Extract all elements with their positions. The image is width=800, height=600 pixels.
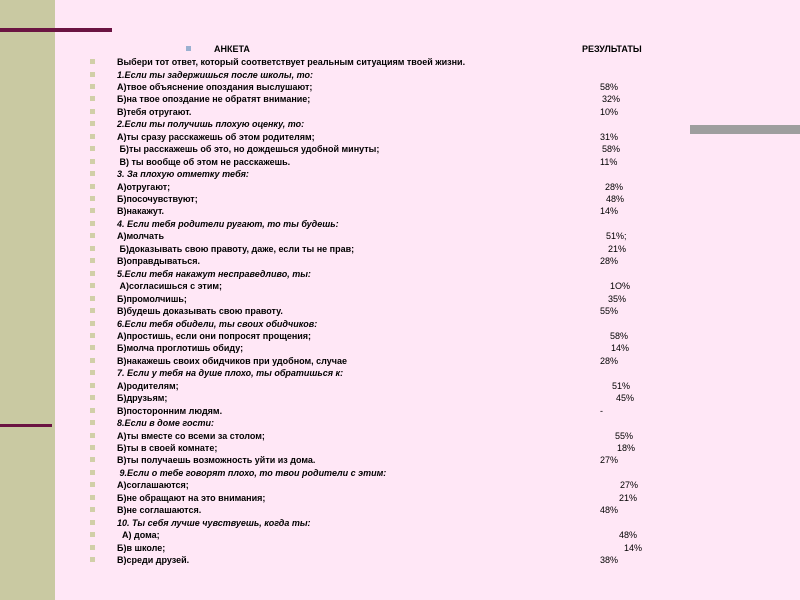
answer-text: А)отругают;	[117, 181, 171, 192]
answer-text: Б)промолчишь;	[117, 293, 187, 304]
bullet-icon	[90, 395, 95, 400]
bullet-icon	[90, 59, 95, 64]
result-percent: 58%	[600, 81, 619, 92]
result-percent: 27%	[600, 455, 619, 466]
answer-text: Б)не обращают на это внимания;	[117, 492, 266, 503]
question-heading	[0, 417, 800, 429]
question-text: 10. Ты себя лучше чувствуешь, когда ты:	[117, 517, 311, 528]
bullet-icon	[90, 196, 95, 201]
answer-row	[0, 230, 800, 242]
answer-text: Б)ты в своей комнате;	[117, 443, 218, 453]
answer-text: В)накажешь своих обидчиков при удобном, случае	[117, 355, 348, 366]
question-text: 9.Если о тебе говорят плохо, то твои родители с этим:	[117, 467, 387, 478]
result-percent: 27%	[620, 480, 639, 491]
bullet-icon	[90, 84, 95, 89]
result-percent: 11%	[600, 156, 618, 167]
intro-line	[0, 56, 800, 68]
bullet-icon	[90, 96, 95, 101]
result-percent: 14%	[600, 206, 619, 217]
bullet-icon	[90, 470, 95, 475]
result-percent: 55%	[615, 430, 634, 441]
answer-text: Б)на твое опоздание не обратят внимание;	[117, 94, 311, 105]
answer-row	[0, 131, 800, 143]
question-heading	[0, 118, 800, 130]
answer-text: В)не соглашаются.	[117, 505, 202, 516]
question-text: 4. Если тебя родители ругают, то ты будешь:	[117, 218, 339, 229]
question-text: 1.Если ты задержишься после школы, то:	[117, 69, 313, 80]
bullet-icon	[90, 184, 95, 189]
answer-text: В)ты получаешь возможность уйти из дома.	[117, 455, 316, 466]
answer-row	[0, 529, 800, 541]
bullet-icon	[90, 283, 95, 288]
question-text: 6.Если тебя обидели, ты своих обидчиков:	[117, 318, 318, 329]
question-text: 7. Если у тебя на душе плохо, ты обратишься к:	[117, 368, 344, 379]
answer-row	[0, 193, 800, 205]
answer-text: А)твое объяснение опоздания выслушают;	[117, 81, 313, 92]
bullet-icon	[90, 333, 95, 338]
bullet-icon	[90, 109, 95, 114]
answer-text: А)молчать	[117, 231, 164, 242]
result-percent: 32%	[602, 94, 621, 105]
answer-row	[0, 293, 800, 305]
bullet-icon	[90, 134, 95, 139]
answer-row	[0, 143, 800, 155]
result-percent: 18%	[617, 443, 636, 453]
survey-title: АНКЕТА	[214, 44, 250, 54]
question-heading	[0, 318, 800, 330]
answer-text: В)тебя отругают.	[117, 106, 192, 117]
result-percent: 58%	[602, 144, 621, 155]
bullet-icon	[90, 221, 95, 226]
answer-text: Б)молча проглотишь обиду;	[117, 343, 244, 354]
bullet-icon	[90, 520, 95, 525]
bullet-icon	[90, 457, 95, 462]
question-text: 2.Если ты получишь плохую оценку, то:	[117, 119, 305, 130]
answer-text: А)родителям;	[117, 380, 179, 391]
result-percent: 1О%	[610, 281, 631, 292]
bullet-icon	[90, 258, 95, 263]
bullet-icon	[90, 321, 95, 326]
answer-row	[0, 81, 800, 93]
bullet-icon	[90, 482, 95, 487]
bullet-icon	[90, 495, 95, 500]
result-percent: 28%	[600, 355, 619, 366]
question-heading	[0, 168, 800, 180]
result-percent: 48%	[619, 530, 638, 541]
answer-text: В)посторонним людям.	[117, 405, 223, 416]
result-percent: 10%	[600, 106, 619, 117]
answer-text: А)соглашаются;	[117, 480, 189, 491]
bullet-icon	[90, 532, 95, 537]
answer-row	[0, 504, 800, 516]
bullet-icon	[90, 171, 95, 176]
answer-row	[0, 93, 800, 105]
bullet-icon	[90, 433, 95, 438]
answer-text: В) ты вообще об этом не расскажешь.	[117, 156, 291, 167]
answer-text: Б)ты расскажешь об это, но дождешься удобной минуты;	[117, 144, 380, 155]
answer-text: В)будешь доказывать свою правоту.	[117, 306, 283, 317]
answer-row	[0, 454, 800, 466]
bullet-icon	[90, 507, 95, 512]
answer-row	[0, 255, 800, 267]
intro-text: Выбери тот ответ, который соответствует реальным ситуациям твоей жизни.	[117, 57, 466, 67]
bullet-icon	[90, 545, 95, 550]
answer-text: В)накажут.	[117, 206, 165, 217]
question-text: 8.Если в доме гости:	[117, 418, 214, 429]
answer-text: А)согласишься с этим;	[117, 281, 223, 292]
bullet-icon	[90, 159, 95, 164]
result-percent: 51%	[612, 380, 631, 391]
answer-row	[0, 205, 800, 217]
result-percent: 28%	[600, 256, 619, 267]
bullet-icon	[90, 308, 95, 313]
question-heading	[0, 467, 800, 479]
bullet-icon	[90, 121, 95, 126]
result-percent: 58%	[610, 330, 629, 341]
answer-row	[0, 243, 800, 255]
answer-text: А) дома;	[117, 530, 160, 541]
bullet-icon	[90, 345, 95, 350]
bullet-icon	[90, 358, 95, 363]
answer-row	[0, 479, 800, 491]
result-percent: 14%	[611, 343, 630, 354]
result-percent: 45%	[616, 393, 635, 404]
results-header: РЕЗУЛЬТАТЫ	[582, 44, 642, 54]
header-line	[0, 43, 800, 55]
bullet-icon	[90, 370, 95, 375]
bullet-icon	[90, 72, 95, 77]
result-percent: 31%	[600, 131, 619, 142]
answer-text: В)среди друзей.	[117, 555, 190, 566]
answer-row	[0, 380, 800, 392]
answer-row	[0, 355, 800, 367]
answer-row	[0, 106, 800, 118]
top-left-rule	[0, 28, 112, 32]
bullet-icon	[90, 246, 95, 251]
bullet-icon	[90, 208, 95, 213]
answer-row	[0, 405, 800, 417]
answer-row	[0, 305, 800, 317]
result-percent: 55%	[600, 306, 619, 317]
result-percent: 35%	[608, 293, 627, 304]
answer-row	[0, 342, 800, 354]
answer-text: В)оправдываться.	[117, 256, 200, 267]
answer-text: Б)в школе;	[117, 542, 166, 553]
question-heading	[0, 367, 800, 379]
bullet-icon	[90, 445, 95, 450]
result-percent: 48%	[600, 505, 619, 516]
answer-row	[0, 280, 800, 292]
result-percent: 28%	[605, 181, 624, 192]
answer-text: Б)доказывать свою правоту, даже, если ты не прав;	[117, 243, 355, 254]
question-text: 5.Если тебя накажут несправедливо, ты:	[117, 268, 311, 279]
question-heading	[0, 69, 800, 81]
answer-row	[0, 492, 800, 504]
bullet-icon	[90, 296, 95, 301]
bullet-icon	[90, 271, 95, 276]
answer-row	[0, 156, 800, 168]
bullet-icon	[90, 408, 95, 413]
answer-text: А)простишь, если они попросят прощения;	[117, 330, 312, 341]
answer-text: А)ты вместе со всеми за столом;	[117, 430, 265, 441]
question-heading	[0, 218, 800, 230]
answer-text: А)ты сразу расскажешь об этом родителям;	[117, 131, 315, 142]
answer-row	[0, 330, 800, 342]
result-percent: -	[600, 405, 603, 416]
result-percent: 14%	[624, 542, 643, 553]
question-heading	[0, 517, 800, 529]
answer-row	[0, 554, 800, 566]
bullet-icon	[90, 233, 95, 238]
answer-row	[0, 542, 800, 554]
bullet-icon	[186, 46, 191, 51]
result-percent: 21%	[619, 492, 638, 503]
answer-row	[0, 181, 800, 193]
result-percent: 48%	[606, 194, 625, 204]
bullet-icon	[90, 146, 95, 151]
bullet-icon	[90, 383, 95, 388]
question-heading	[0, 268, 800, 280]
answer-text: Б)друзьям;	[117, 393, 168, 404]
answer-row	[0, 442, 800, 454]
result-percent: 38%	[600, 555, 619, 566]
answer-row	[0, 430, 800, 442]
answer-row	[0, 392, 800, 404]
bullet-icon	[90, 420, 95, 425]
question-text: 3. За плохую отметку тебя:	[117, 169, 249, 180]
answer-text: Б)посочувствуют;	[117, 194, 198, 204]
bullet-icon	[90, 557, 95, 562]
result-percent: 51%;	[606, 231, 627, 242]
result-percent: 21%	[608, 243, 627, 254]
